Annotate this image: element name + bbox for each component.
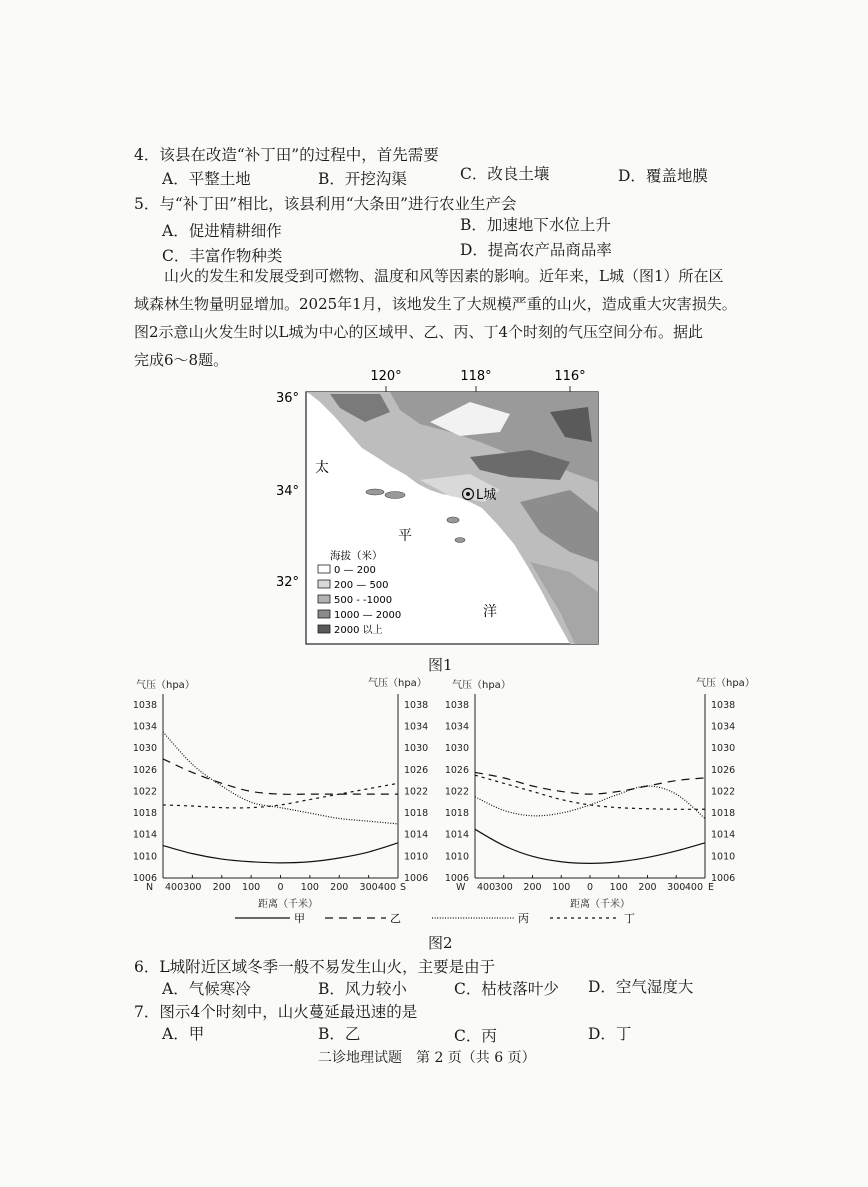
y-tick-label-right: 1026 xyxy=(711,764,736,776)
q7-option-b: B．乙 xyxy=(318,1025,361,1043)
q5-option-d: D．提高农产品商品率 xyxy=(460,241,612,259)
ocean-char-yang: 洋 xyxy=(483,604,497,620)
series-line-丁 xyxy=(475,775,705,809)
y-tick-label-left: 1018 xyxy=(132,808,157,820)
x-tick-label: 200 xyxy=(638,882,657,893)
series-line-丙 xyxy=(163,732,398,824)
lon-label-116: 116° xyxy=(554,369,586,384)
figure-1-map xyxy=(270,362,610,652)
y-tick-label-right: 1006 xyxy=(711,873,736,884)
q4-option-a: A．平整土地 xyxy=(162,170,251,188)
legend-swatch xyxy=(318,625,330,633)
q6-option-b: B．风力较小 xyxy=(318,980,407,998)
y-tick-label-left: 1014 xyxy=(132,829,157,841)
y-tick-label-left: 1030 xyxy=(132,743,157,755)
y-tick-label-left: 1026 xyxy=(132,764,157,776)
y-tick-label-right: 1030 xyxy=(404,743,429,755)
y-tick-label-right: 1014 xyxy=(711,829,736,841)
legend-swatch xyxy=(318,610,330,618)
legend-bing: 丙 xyxy=(518,912,529,925)
y-tick-label-right: 1018 xyxy=(404,808,429,820)
legend-title: 海拔（米） xyxy=(330,550,383,562)
x-tick-label: 100 xyxy=(300,882,319,893)
q4-option-c: C．改良土壤 xyxy=(460,165,550,183)
passage-line: 域森林生物量明显增加。2025年1月，该地发生了大规模严重的山火，造成重大灾害损失。 xyxy=(134,295,737,313)
legend-item: 0 — 200 xyxy=(334,565,376,576)
q4-option-d: D．覆盖地膜 xyxy=(618,167,708,185)
question-6-stem: 6．L城附近区域冬季一般不易发生山火，主要是由于 xyxy=(134,958,496,976)
q7-option-a: A．甲 xyxy=(162,1025,205,1043)
y-tick-label-right: 1022 xyxy=(404,786,429,798)
right-chart-xlabel: 距离（千米） xyxy=(570,899,630,910)
y-tick-label-right: 1022 xyxy=(711,786,736,798)
y-tick-label-right: 1018 xyxy=(711,808,736,820)
right-chart-ylabel-left: 气压（hpa） xyxy=(452,680,511,691)
lon-label-118: 118° xyxy=(460,369,492,384)
q4-option-b: B．开挖沟渠 xyxy=(318,170,407,188)
y-tick-label-right: 1026 xyxy=(404,764,429,776)
x-tick-label: 0 xyxy=(277,882,284,893)
x-tick-label: 300 xyxy=(667,882,686,893)
q5-option-a: A．促进精耕细作 xyxy=(162,222,282,240)
x-tick-label: 400 xyxy=(684,882,703,893)
y-tick-label-right: 1014 xyxy=(404,829,429,841)
y-tick-label-left: 1038 xyxy=(444,699,469,711)
figure-2-charts xyxy=(130,674,760,932)
left-chart-ylabel-left: 气压（hpa） xyxy=(136,680,195,691)
lat-label-34: 34° xyxy=(276,484,300,499)
city-label: L城 xyxy=(476,488,497,503)
pressure-chart-ns xyxy=(133,694,428,893)
passage-line: 完成6～8题。 xyxy=(134,351,229,369)
left-chart-xlabel: 距离（千米） xyxy=(258,899,318,910)
y-tick-label-left: 1026 xyxy=(444,764,469,776)
dir-label-n: N xyxy=(146,882,154,893)
y-tick-label-right: 1010 xyxy=(404,851,429,863)
lat-label-36: 36° xyxy=(276,391,300,406)
q5-option-b: B．加速地下水位上升 xyxy=(460,216,611,234)
y-tick-label-left: 1038 xyxy=(132,699,157,711)
passage-line: 山火的发生和发展受到可燃物、温度和风等因素的影响。近年来，L城（图1）所在区 xyxy=(164,267,724,285)
ocean-char-tai: 太 xyxy=(315,460,329,476)
q7-option-c: C．丙 xyxy=(454,1027,497,1045)
x-tick-label: 300 xyxy=(494,882,513,893)
y-tick-label-left: 1010 xyxy=(132,851,157,863)
x-tick-label: 0 xyxy=(586,882,594,893)
series-line-乙 xyxy=(475,772,705,794)
legend-swatch xyxy=(318,595,330,603)
q6-option-d: D．空气湿度大 xyxy=(588,978,694,996)
right-chart-ylabel-right: 气压（hpa） xyxy=(696,678,755,689)
x-tick-label: 100 xyxy=(242,882,261,893)
x-tick-label: 400 xyxy=(377,882,396,893)
y-tick-label-right: 1034 xyxy=(711,721,736,733)
y-tick-label-left: 1030 xyxy=(444,743,469,755)
y-tick-label-right: 1006 xyxy=(404,873,429,884)
x-tick-label: 200 xyxy=(330,882,349,893)
passage-line: 图2示意山火发生时以L城为中心的区域甲、乙、丙、丁4个时刻的气压空间分布。据此 xyxy=(134,323,704,341)
y-tick-label-left: 1018 xyxy=(444,808,469,820)
y-tick-label-right: 1030 xyxy=(711,743,736,755)
y-tick-label-right: 1038 xyxy=(711,699,736,711)
question-5-stem: 5．与“补丁田”相比，该县利用“大条田”进行农业生产会 xyxy=(134,195,517,213)
q6-option-a: A．气候寒冷 xyxy=(162,980,251,998)
left-chart-ylabel-right: 气压（hpa） xyxy=(368,678,427,689)
y-tick-label-left: 1022 xyxy=(132,786,157,798)
series-legend xyxy=(235,912,635,925)
x-tick-label: 100 xyxy=(609,882,628,893)
legend-swatch xyxy=(318,565,330,573)
series-line-乙 xyxy=(163,759,398,794)
x-tick-label: 400 xyxy=(165,882,184,893)
series-line-甲 xyxy=(163,843,398,863)
x-tick-label: 300 xyxy=(183,882,202,893)
x-tick-label: 200 xyxy=(212,882,231,893)
q7-option-d: D．丁 xyxy=(588,1025,632,1043)
y-tick-label-left: 1022 xyxy=(444,786,469,798)
legend-item: 2000 以上 xyxy=(334,625,383,636)
series-line-丁 xyxy=(163,783,398,808)
y-tick-label-left: 1014 xyxy=(444,829,469,841)
passage xyxy=(134,262,754,374)
x-tick-label: 400 xyxy=(477,882,496,893)
figure-1-caption: 图1 xyxy=(428,656,453,674)
series-line-丙 xyxy=(475,786,705,818)
dir-label-e: E xyxy=(708,882,715,893)
page-footer: 二诊地理试题 第 2 页（共 6 页） xyxy=(318,1050,536,1066)
series-line-甲 xyxy=(475,829,705,863)
y-tick-label-right: 1010 xyxy=(711,851,736,863)
figure-2-caption: 图2 xyxy=(428,934,453,952)
y-tick-label-right: 1034 xyxy=(404,721,429,733)
legend-item: 1000 — 2000 xyxy=(334,610,402,621)
legend-item: 500 - -1000 xyxy=(334,595,393,606)
legend-item: 200 — 500 xyxy=(334,580,389,591)
q6-option-c: C．枯枝落叶少 xyxy=(454,980,559,998)
question-7-stem: 7．图示4个时刻中，山火蔓延最迅速的是 xyxy=(134,1003,418,1021)
legend-yi: 乙 xyxy=(390,912,401,925)
legend-jia: 甲 xyxy=(294,912,305,925)
question-4-stem: 4．该县在改造“补丁田”的过程中，首先需要 xyxy=(134,146,439,164)
dir-label-s: S xyxy=(400,882,407,893)
y-tick-label-left: 1034 xyxy=(444,721,469,733)
q5-option-c: C．丰富作物种类 xyxy=(162,247,283,265)
y-tick-label-left: 1010 xyxy=(444,851,469,863)
y-tick-label-left: 1006 xyxy=(444,873,469,884)
lat-label-32: 32° xyxy=(276,575,300,590)
x-tick-label: 200 xyxy=(523,882,542,893)
legend-swatch xyxy=(318,580,330,588)
legend-ding: 丁 xyxy=(624,912,635,925)
y-tick-label-right: 1038 xyxy=(404,699,429,711)
y-tick-label-left: 1006 xyxy=(132,873,157,884)
y-tick-label-left: 1034 xyxy=(132,721,157,733)
x-tick-label: 100 xyxy=(552,882,571,893)
ocean-char-ping: 平 xyxy=(398,528,412,544)
dir-label-w: W xyxy=(456,882,466,893)
pressure-chart-we xyxy=(445,694,735,893)
x-tick-label: 300 xyxy=(359,882,378,893)
lon-label-120: 120° xyxy=(370,369,402,384)
